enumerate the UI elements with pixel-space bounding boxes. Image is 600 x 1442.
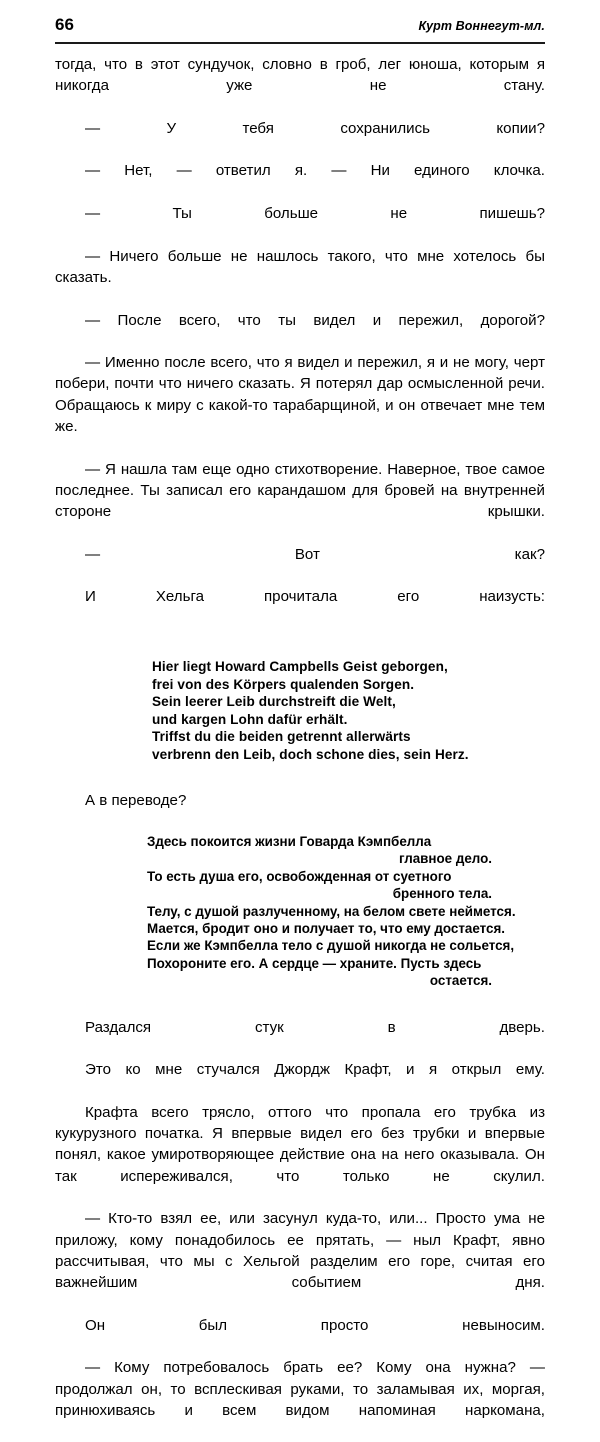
- p-narration-1: И Хельга прочитала его наизусть:: [85, 588, 545, 606]
- verse-line: Здесь покоится жизни Говарда Кэмпбелла: [147, 833, 432, 849]
- verse-line: Triffst du die beiden getrennt allerwärts: [152, 729, 411, 745]
- verse-line: Sein leerer Leib durchstreift die Welt,: [152, 694, 396, 710]
- p-dialogue-7: — Я нашла там еще одно стихотворение. Наверное, твое самое последнее. Ты записал его карандашом для бровей на внутренней стороне крышки.: [55, 460, 545, 521]
- p-knock: Раздался стук в дверь.: [85, 1018, 545, 1036]
- p-dialogue-6: — Именно после всего, что я видел и пережил, я и не могу, черт побери, почти что ничего сказать. Я потерял дар осмысленной речи. Обращаюсь к миру с какой-то тарабарщиной, и он отвечает мне тем же.: [55, 354, 545, 436]
- p-dialogue-2: — Нет, — ответил я. — Ни единого клочка.: [85, 162, 545, 180]
- paragraphs-after-verse: [55, 1017, 545, 1442]
- verse-line-runover: главное дело.: [398, 851, 492, 867]
- p-kraft-pipe: Крафта всего трясло, оттого что пропала его трубка из кукурузного початка. Я впервые видел его без трубки и впервые понял, какое умиротворяющее действие она на него оказывала. Он так испереживался, что только не скулил.: [55, 1103, 545, 1185]
- verse-line: Похороните его. А сердце — храните. Пусть здесь: [147, 955, 482, 971]
- p-continuation: тогда, что в этот сундучок, словно в гроб, лег юноша, которым я никогда уже не стану.: [55, 56, 545, 95]
- verse-line: frei von des Körpers qualenden Sorgen.: [152, 676, 415, 692]
- verse-line: Телу, с душой разлученному, на белом свете неймется.: [147, 903, 516, 919]
- paragraphs-before-verse: [55, 54, 545, 629]
- verse-german: [152, 658, 545, 764]
- text-column: [55, 54, 545, 1442]
- verse-line: Hier liegt Howard Campbells Geist geborgen,: [152, 659, 448, 675]
- p-dialogue-3: — Ты больше не пишешь?: [85, 205, 545, 223]
- p-dialogue-5: — После всего, что ты видел и пережил, дорогой?: [85, 311, 545, 329]
- running-head-author: Курт Воннегут-мл.: [418, 19, 545, 33]
- p-kraft-arrives: Это ко мне стучался Джордж Крафт, и я открыл ему.: [85, 1061, 545, 1079]
- p-dialogue-1: — У тебя сохранились копии?: [85, 119, 545, 137]
- verse-line: verbrenn den Leib, doch schone dies, sein Herz.: [152, 746, 469, 762]
- page-number: 66: [55, 15, 74, 34]
- translation-prompt: А в переводе?: [85, 791, 187, 809]
- verse-line: Мается, бродит оно и получает то, что ему достается.: [147, 920, 505, 936]
- verse-line-runover: бренного тела.: [392, 886, 492, 902]
- verse-line-runover: остается.: [429, 973, 492, 989]
- p-unbearable: Он был просто невыносим.: [85, 1316, 545, 1334]
- p-dialogue-8: — Вот как?: [85, 545, 545, 563]
- p-dialogue-4: — Ничего больше не нашлось такого, что мне хотелось бы сказать.: [55, 247, 545, 286]
- verse-line: Если же Кэмпбелла тело с душой никогда не сольется,: [147, 938, 515, 954]
- p-kraft-complaint: — Кто-то взял ее, или засунул куда-то, или... Просто ума не приложу, кому понадобилось ее прятать, — ныл Крафт, явно рассчитывая, что мы с Хельгой разделим его горе, считая его важнейшим событием дня.: [55, 1210, 545, 1292]
- p-kraft-continues: — Кому потребовалось брать ее? Кому она нужна? — продолжал он, то всплескивая руками, то заламывая их, моргая, принюхиваясь и всем видом напоминая наркомана,: [55, 1359, 545, 1419]
- header-rule: [55, 42, 545, 44]
- verse-line: То есть душа его, освобожденная от суетного: [147, 868, 452, 884]
- verse-line: und kargen Lohn dafür erhält.: [152, 711, 348, 727]
- running-head: [55, 16, 545, 33]
- verse-russian: [147, 833, 516, 990]
